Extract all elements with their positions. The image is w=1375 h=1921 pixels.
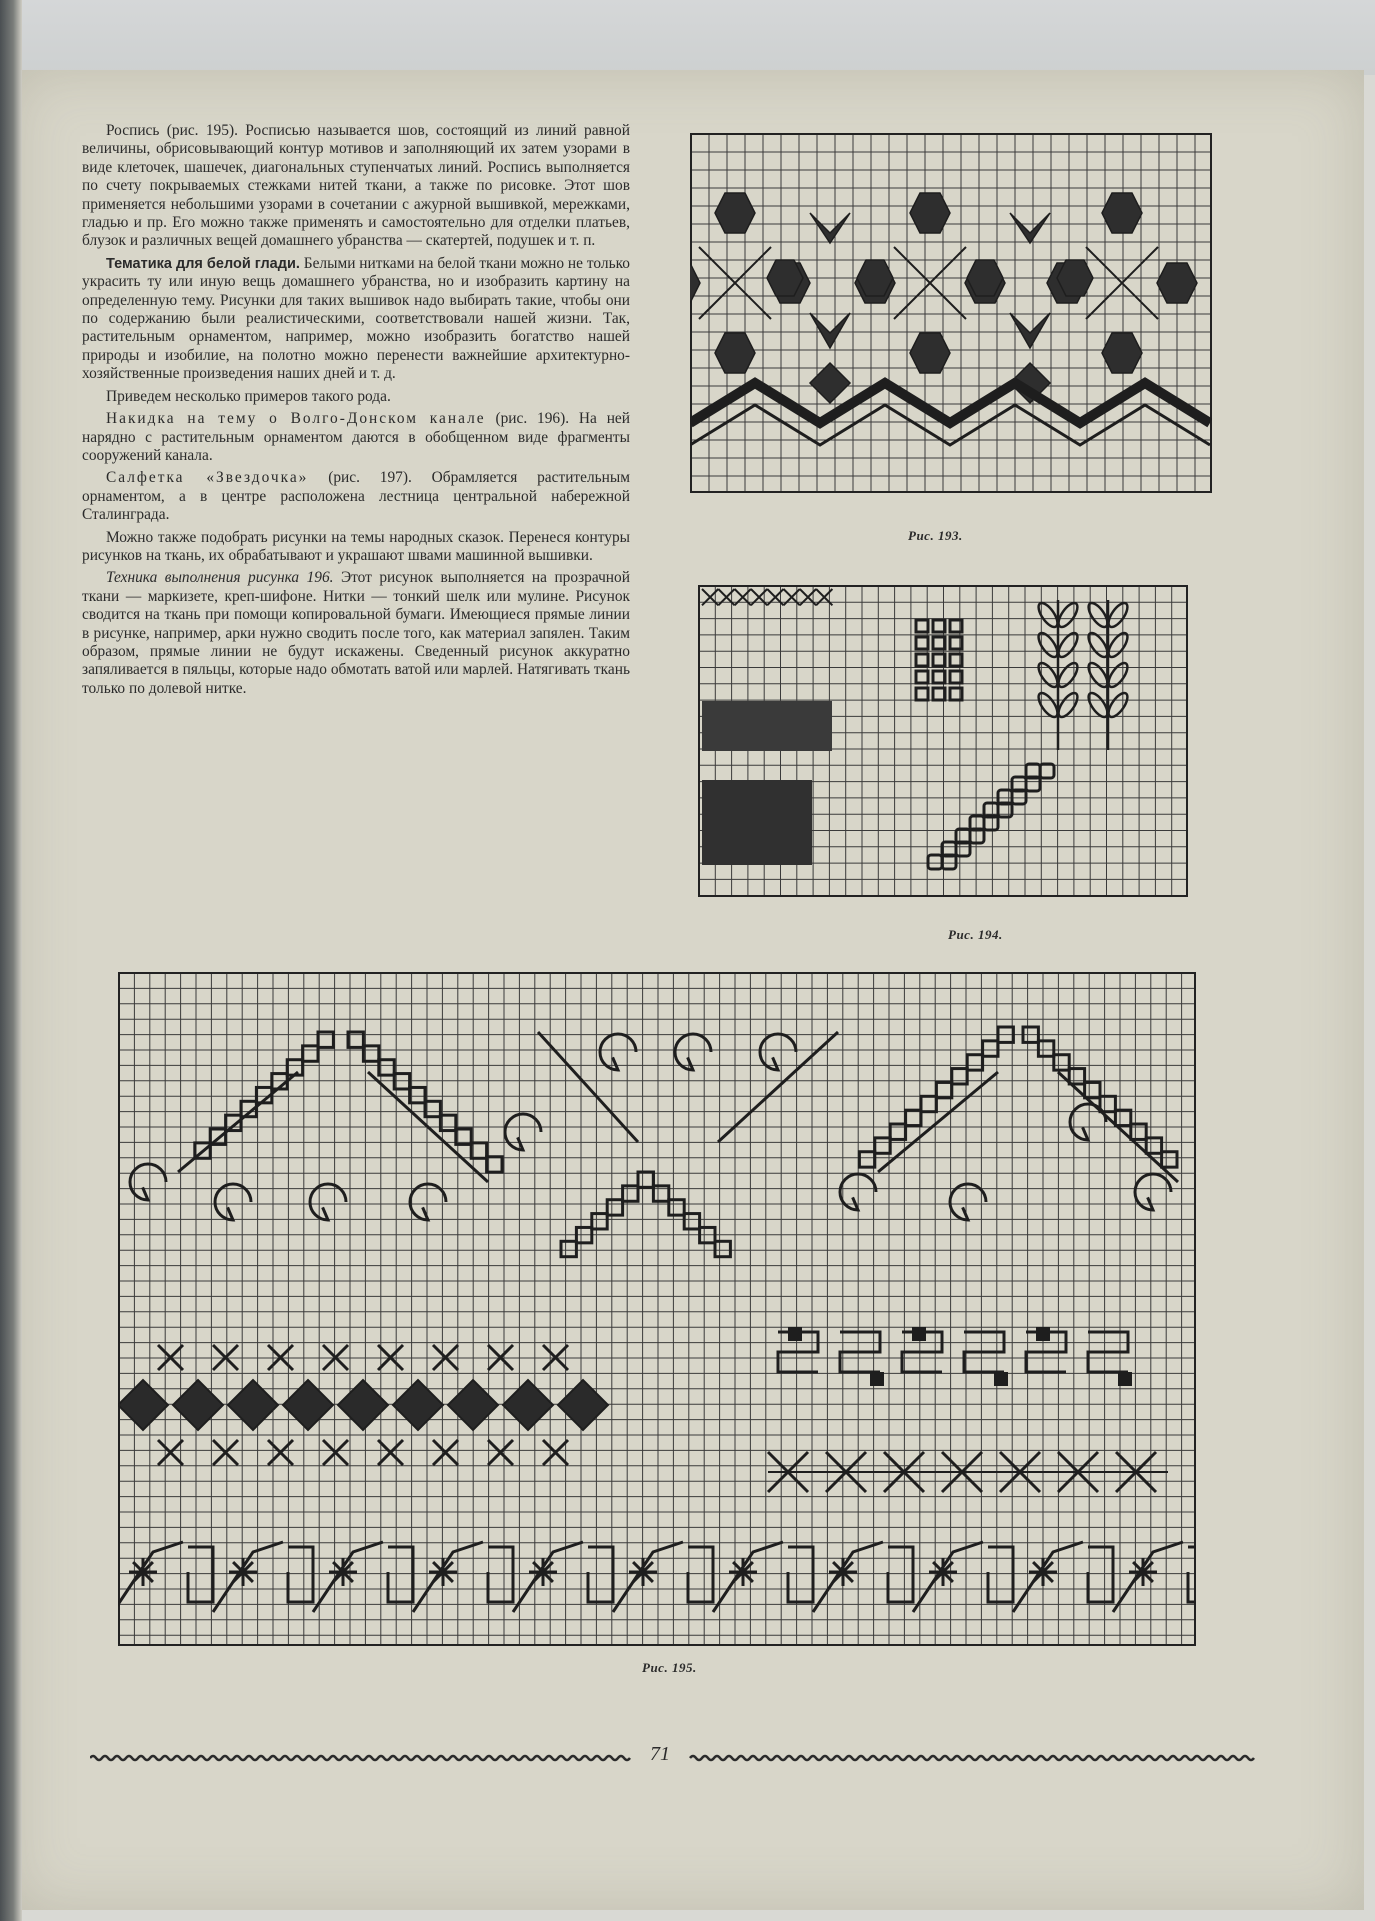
paragraph-head: Техника выполнения рисунка 196. [106, 569, 334, 587]
motif-petal [1102, 333, 1142, 373]
filled-diamond [228, 1380, 278, 1430]
diagonal-stitch [878, 1072, 998, 1172]
curl-motif [310, 1184, 346, 1220]
chain-stitch [1040, 764, 1054, 778]
filled-diamond [393, 1380, 443, 1430]
stepped-square [1085, 1082, 1100, 1097]
diagonal-stitch [538, 1032, 638, 1142]
curl-motif [950, 1184, 986, 1220]
spiral-stroke [1088, 1547, 1113, 1602]
filled-diamond [283, 1380, 333, 1430]
stepped-square [983, 1041, 998, 1056]
filled-square [1118, 1372, 1132, 1386]
stepped-square [1131, 1124, 1146, 1139]
paragraph-body: (рис. 197). Обрамляется растительным орнаментом, а в центре расположена лестница центральной набережной Сталинграда. [82, 469, 630, 524]
filled-square [912, 1327, 926, 1341]
chain-stitch [928, 855, 942, 869]
zigzag-border [690, 383, 1210, 423]
spiral-stroke [588, 1547, 613, 1602]
stepped-square [1069, 1069, 1084, 1084]
curl-motif [1135, 1174, 1171, 1210]
paragraph-body: Этот рисунок выполняется на прозрачной ткани — маркизете, креп-шифоне. Нитки — тонкий шелк или мулине. Рисунок сводится на ткань при помощи копировальной бумаги. Имеющиеся прямые линии в рисунке, например, арки нужно сводить после того, как материал запялен. Таким образом, прямые линии не будут искажены. Сведенный рисунок аккуратно запяливается в пяльцы, которые надо обмотать ватой или марлей. Натягивать ткань только по долевой нитке. [82, 569, 630, 697]
filled-square [788, 1327, 802, 1341]
paragraph-head: Роспись (рис. 195). [106, 122, 238, 139]
stepped-square [303, 1046, 318, 1061]
paragraph-head: Тематика для белой глади. [106, 255, 300, 272]
lattice-square [916, 688, 928, 700]
spiral-stroke [688, 1547, 713, 1602]
paragraph-salfetka [82, 469, 630, 524]
motif-leaf [810, 213, 850, 243]
filled-square [994, 1372, 1008, 1386]
stepped-square [1054, 1055, 1069, 1070]
figure-195-grid [118, 972, 1196, 1646]
book-spine-shadow [0, 0, 22, 1921]
paragraph-head: Накидка на тему о Волго-Донском канале [106, 410, 486, 428]
stepped-square [607, 1200, 622, 1215]
filled-diamond [118, 1380, 168, 1430]
figure-194 [698, 585, 1188, 897]
motif-petal [910, 333, 950, 373]
spiral-stroke [388, 1547, 413, 1602]
stepped-square [1115, 1110, 1130, 1125]
paragraph-tematika [82, 255, 630, 384]
motif-petal [1157, 263, 1197, 303]
paragraph-rospis [82, 122, 630, 251]
motif-leaf [810, 313, 850, 348]
motif-petal [1102, 193, 1142, 233]
stepped-square [684, 1214, 699, 1229]
stepped-square [967, 1055, 982, 1070]
folio-wavy-rule [90, 1740, 1260, 1770]
stepped-square [875, 1138, 890, 1153]
filled-diamond [448, 1380, 498, 1430]
lattice-square [916, 637, 928, 649]
caption-fig-193: Рис. 193. [908, 528, 963, 543]
stepped-square [669, 1200, 684, 1215]
fill-block-dense [702, 780, 812, 865]
paragraph-tehnika [82, 569, 630, 698]
filled-diamond [503, 1380, 553, 1430]
spiral-stroke [788, 1547, 813, 1602]
motif-petal [690, 263, 700, 303]
curl-motif [600, 1034, 636, 1070]
paragraph-body: Белыми нитками на белой ткани можно не только украсить ту или иную вещь домашнего убранства, но и изобразить картину на определенную тему. Рисунки для таких вышивок надо выбирать такие, чтобы они по содержанию были реалистическими, соответствовали нашей жизни. Так, растительным орнаментом, например, можно изобразить богатство нашей природы и изобилие, на полотно можно перенести важнейшие архитектурно-хозяйственные произведения наших дней и т. д. [82, 254, 630, 383]
stepped-square [936, 1082, 951, 1097]
paragraph-examples: Приведем несколько примеров такого рода. [106, 387, 391, 405]
paragraph-body: (рис. 196). На ней нарядно с растительным орнаментом даются в обобщенном виде фрагменты сооружений канала. [82, 410, 630, 464]
stepped-square [638, 1172, 653, 1187]
figure-194-grid [698, 585, 1188, 897]
stepped-square [638, 1172, 653, 1187]
stepped-square [592, 1214, 607, 1229]
spiral-stroke [488, 1547, 513, 1602]
spiral-stroke [188, 1547, 213, 1602]
stepped-square [921, 1096, 936, 1111]
meander-stitch [1088, 1332, 1128, 1372]
spiral-stroke [988, 1547, 1013, 1602]
stepped-square [1038, 1041, 1053, 1056]
motif-diamond [810, 363, 850, 403]
figure-195 [118, 972, 1196, 1646]
lattice-square [916, 620, 928, 632]
caption-fig-195: Рис. 195. [642, 1660, 697, 1675]
curl-motif [130, 1164, 166, 1200]
stepped-square [715, 1241, 730, 1256]
paragraph-head: Салфетка «Звездочка» [106, 469, 309, 487]
filled-square [1036, 1327, 1050, 1341]
fill-block-satin [702, 701, 832, 751]
caption-fig-194: Рис. 194. [948, 927, 1003, 942]
stepped-square [906, 1110, 921, 1125]
motif-petal [910, 193, 950, 233]
motif-petal [715, 333, 755, 373]
lattice-square [916, 671, 928, 683]
body-text-column [82, 122, 630, 702]
lattice-square [916, 654, 928, 666]
stepped-square [561, 1241, 576, 1256]
filled-square [870, 1372, 884, 1386]
meander-stitch [964, 1332, 1004, 1372]
paragraph-body: Росписью называется шов, состоящий из линий равной величины, обрисовывающий контур мотивов и заполняющий их затем узорами в виде клеточек, шашечек, диагональных ступенчатых линий. Роспись выполняется по счету покрываемых стежками нитей ткани, а также по рисовке. Этот шов применяется небольшими узорами в сочетании с ажурной вышивкой, мережками, гладью и пр. Его можно также применять и самостоятельно для отделки платьев, блузок и различных вещей домашнего убранства — скатертей, подушек и т. п. [82, 122, 630, 250]
curl-motif [215, 1184, 251, 1220]
curl-motif [410, 1184, 446, 1220]
stepped-square [952, 1069, 967, 1084]
background-top [0, 0, 1375, 75]
motif-leaf [1010, 313, 1050, 348]
stepped-square [890, 1124, 905, 1139]
spiral-stroke [118, 1542, 183, 1612]
fig193-grid-lines [691, 134, 1212, 493]
diagonal-stitch [718, 1032, 838, 1142]
spiral-stroke [288, 1547, 313, 1602]
figure-193-grid [690, 133, 1212, 493]
spiral-stroke [888, 1547, 913, 1602]
curl-motif [675, 1034, 711, 1070]
figure-193 [690, 133, 1212, 493]
paragraph-nakidka [82, 410, 630, 465]
stepped-square [859, 1152, 874, 1167]
page-number: 71 [650, 1743, 670, 1765]
paragraph-skazki: Можно также подобрать рисунки на темы народных сказок. Перенеся контуры рисунков на ткань, их обрабатывают и украшают швами машинной вышивки. [82, 528, 630, 564]
stepped-square [1146, 1138, 1161, 1153]
motif-leaf [1010, 213, 1050, 243]
motif-petal [715, 193, 755, 233]
stepped-square [1162, 1152, 1177, 1167]
curl-motif [505, 1114, 541, 1150]
